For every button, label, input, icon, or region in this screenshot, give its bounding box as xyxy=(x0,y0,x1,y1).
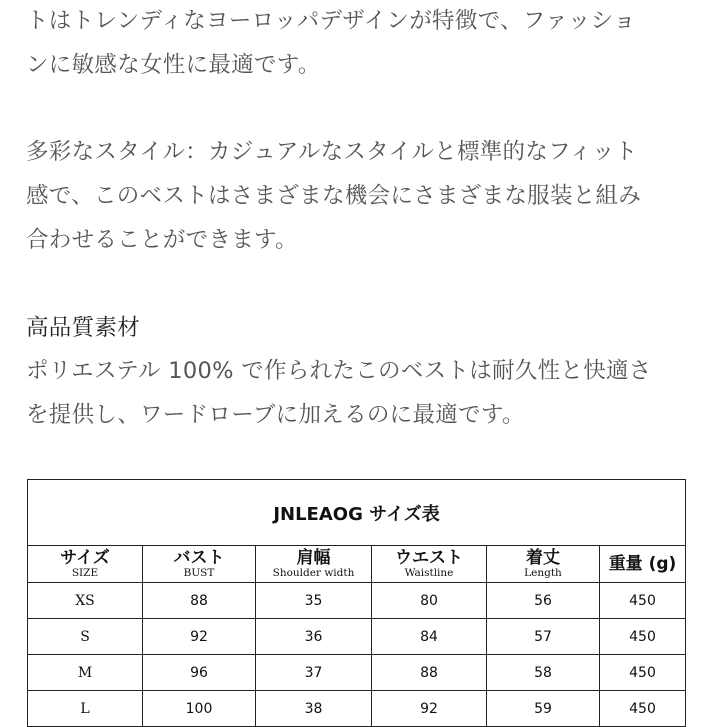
cell-shoulder: 37 xyxy=(256,655,372,691)
cell-weight: 450 xyxy=(600,583,686,619)
header-bust xyxy=(143,546,256,583)
cell-bust: 88 xyxy=(143,583,256,619)
cell-size: S xyxy=(28,619,143,655)
cell-weight: 450 xyxy=(600,619,686,655)
table-row xyxy=(28,619,686,655)
table-row xyxy=(28,691,686,727)
cell-size: M xyxy=(28,655,143,691)
size-chart-table xyxy=(27,479,686,727)
section-heading: 高品質素材 xyxy=(26,315,141,341)
header-label: バスト xyxy=(173,547,225,568)
header-length xyxy=(487,546,600,583)
paragraph-line: トはトレンディなヨーロッパデザインが特徴で、ファッショ xyxy=(26,8,636,34)
cell-bust: 100 xyxy=(143,691,256,727)
table-row xyxy=(28,583,686,619)
cell-waist: 80 xyxy=(372,583,487,619)
cell-size: XS xyxy=(28,583,143,619)
header-sublabel: Length xyxy=(524,566,562,579)
cell-weight: 450 xyxy=(600,655,686,691)
header-size xyxy=(28,546,143,583)
paragraph-line: ンに敏感な女性に最適です。 xyxy=(26,52,321,78)
header-label: 肩幅 xyxy=(296,547,331,568)
cell-length: 58 xyxy=(487,655,600,691)
header-sublabel: SIZE xyxy=(71,566,99,579)
paragraph-line: 合わせることができます。 xyxy=(26,227,298,253)
header-sublabel: Shoulder width xyxy=(272,566,355,579)
paragraph-line: を提供し、ワードローブに加えるのに最適です。 xyxy=(26,402,525,428)
header-label: 重量 (g) xyxy=(608,553,677,574)
cell-length: 57 xyxy=(487,619,600,655)
paragraph-line: ポリエステル 100% で作られたこのベストは耐久性と快適さ xyxy=(26,358,652,384)
cell-waist: 84 xyxy=(372,619,487,655)
cell-size: L xyxy=(28,691,143,727)
size-chart-title: JNLEAOG サイズ表 xyxy=(28,480,686,546)
cell-shoulder: 36 xyxy=(256,619,372,655)
header-label: サイズ xyxy=(60,547,110,568)
header-sublabel: BUST xyxy=(183,566,215,579)
paragraph-line: 感で、このベストはさまざまな機会にさまざまな服装と組み xyxy=(26,183,642,209)
cell-length: 59 xyxy=(487,691,600,727)
cell-shoulder: 35 xyxy=(256,583,372,619)
cell-waist: 88 xyxy=(372,655,487,691)
header-label: 着丈 xyxy=(526,547,560,568)
cell-bust: 92 xyxy=(143,619,256,655)
header-sublabel: Waistline xyxy=(404,566,454,579)
cell-bust: 96 xyxy=(143,655,256,691)
paragraph-line: 多彩なスタイル：カジュアルなスタイルと標準的なフィット xyxy=(26,139,638,165)
table-row xyxy=(28,655,686,691)
cell-weight: 450 xyxy=(600,691,686,727)
header-shoulder xyxy=(256,546,372,583)
table-header-row xyxy=(28,546,686,583)
cell-length: 56 xyxy=(487,583,600,619)
cell-waist: 92 xyxy=(372,691,487,727)
cell-shoulder: 38 xyxy=(256,691,372,727)
header-label: ウエスト xyxy=(395,547,463,568)
header-waist xyxy=(372,546,487,583)
header-weight xyxy=(600,546,686,583)
